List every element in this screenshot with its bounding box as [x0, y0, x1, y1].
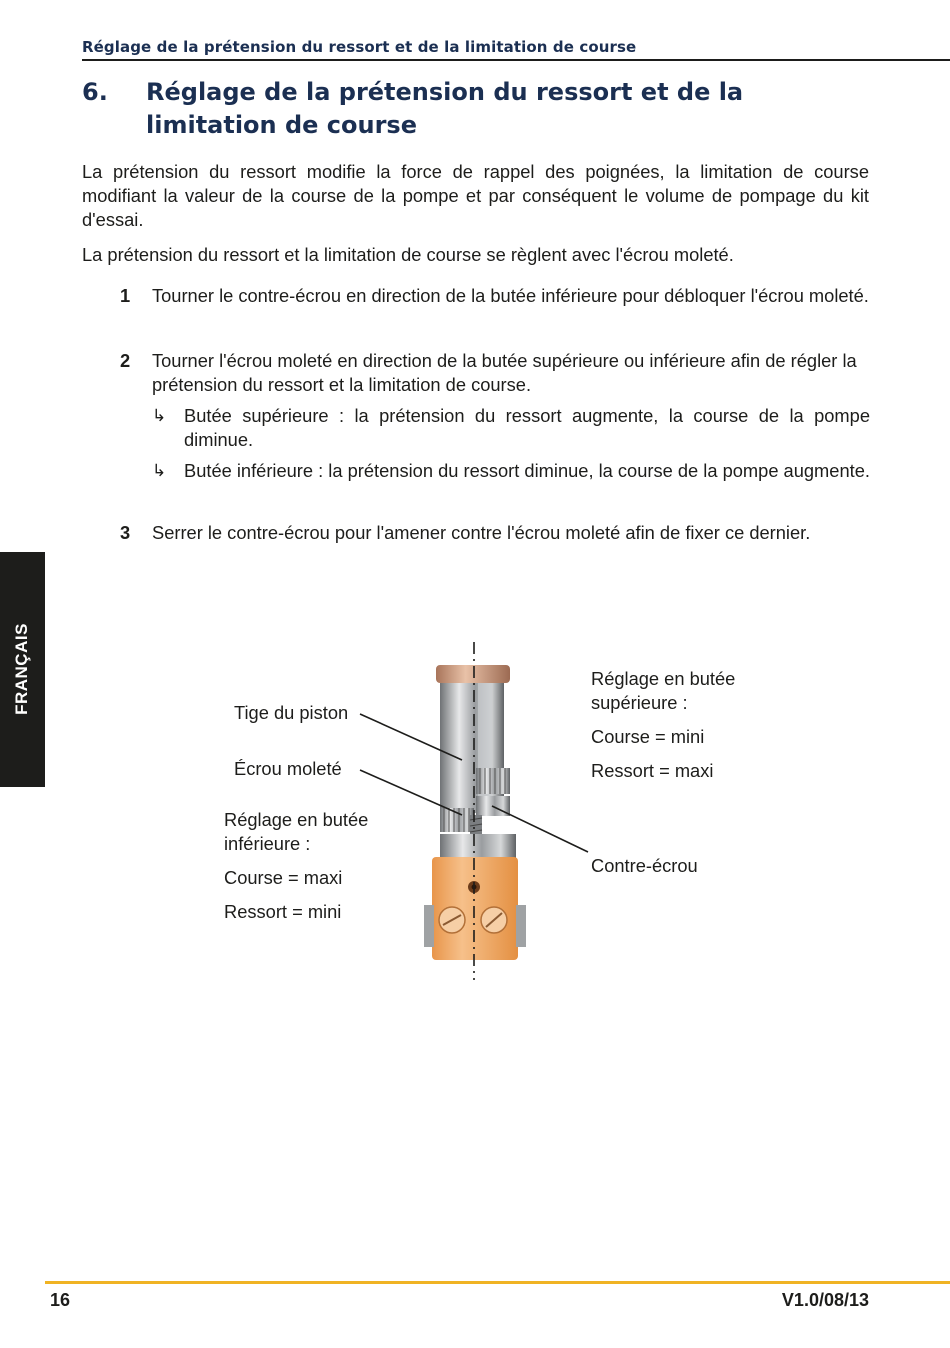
pump-illustration — [424, 665, 526, 960]
label-inferieure-course: Course = maxi — [224, 867, 343, 888]
label-contre-ecrou: Contre-écrou — [591, 855, 698, 876]
label-superieure-title-1: Réglage en butée — [591, 668, 736, 689]
result-arrow-icon: ↳ — [152, 406, 167, 425]
step-number: 3 — [120, 522, 131, 543]
label-ecrou-molete: Écrou moleté — [234, 758, 342, 779]
result-text: Butée inférieure : la prétension du ressort diminue, la course de la pompe augmente. — [184, 460, 870, 481]
label-inferieure-title-1: Réglage en butée — [224, 809, 369, 830]
section-heading: Réglage de la prétension du ressort et de la limitation de course — [146, 78, 744, 139]
step-text: Serrer le contre-écrou pour l'amener contre l'écrou moleté afin de fixer ce dernier. — [152, 522, 811, 543]
result-text: Butée supérieure : la prétension du ressort augmente, la course de la pompe diminue. — [184, 405, 870, 450]
language-label: FRANÇAIS — [12, 623, 31, 715]
page-number: 16 — [50, 1290, 71, 1310]
result-arrow-icon: ↳ — [152, 461, 167, 480]
section-number: 6. — [82, 78, 108, 106]
intro-paragraph-1: La prétension du ressort modifie la force de rappel des poignées, la limitation de course modifiant la valeur de la course de la pompe et par conséquent le volume de pompage du kit d'essai. — [82, 161, 869, 230]
running-header: Réglage de la prétension du ressort et de la limitation de course — [82, 38, 637, 56]
step-text: Tourner l'écrou moleté en direction de la butée supérieure ou inférieure afin de régler la prétension du ressort et la limitation de course. — [152, 350, 857, 395]
label-superieure-ressort: Ressort = maxi — [591, 760, 714, 781]
step-number: 1 — [120, 285, 131, 306]
footer-rule — [45, 1281, 950, 1284]
label-inferieure-ressort: Ressort = mini — [224, 901, 342, 922]
label-tige-du-piston: Tige du piston — [234, 702, 349, 723]
step-number: 2 — [120, 350, 131, 371]
document-version: V1.0/08/13 — [781, 1290, 869, 1310]
label-superieure-course: Course = mini — [591, 726, 705, 747]
label-superieure-title-2: supérieure : — [591, 692, 688, 713]
intro-paragraph-2: La prétension du ressort et la limitation de course se règlent avec l'écrou moleté. — [82, 244, 734, 265]
label-inferieure-title-2: inférieure : — [224, 833, 311, 854]
step-text: Tourner le contre-écrou en direction de la butée inférieure pour débloquer l'écrou moleté. — [152, 285, 869, 306]
